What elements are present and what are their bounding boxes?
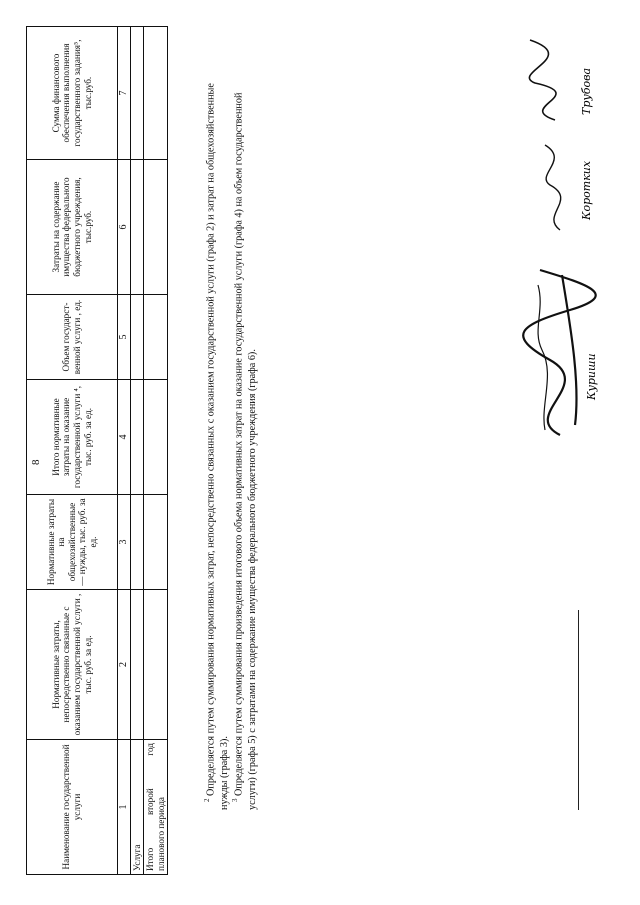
handwritten-signatures xyxy=(500,25,620,445)
column-number-row xyxy=(118,27,131,875)
table-cell xyxy=(130,590,144,740)
footnotes xyxy=(203,80,259,810)
footnote-separator-line xyxy=(578,610,579,810)
column-number: 6 xyxy=(118,160,131,295)
header-service-name: Наименование государственной услуги xyxy=(27,740,118,875)
signature-block xyxy=(500,25,620,445)
signature-name-1: Куриши xyxy=(585,353,598,400)
table-cell xyxy=(130,380,144,495)
table-row xyxy=(130,27,144,875)
row-service-label: Услуга xyxy=(130,740,144,875)
column-number: 2 xyxy=(118,590,131,740)
footnote-2: $^2$ Определяется путем суммирования нормативных затрат, непосредственно связанных с оказанием государственной услуги (графа 2) и затрат на общехозяйственные нужды (графа 3). xyxy=(203,83,230,810)
table-cell xyxy=(144,495,168,590)
financial-table xyxy=(26,26,168,875)
table-cell xyxy=(144,160,168,295)
column-number: 7 xyxy=(118,27,131,160)
column-number: 1 xyxy=(118,740,131,875)
signature-name-2: Коротких xyxy=(580,160,593,220)
header-financing-sum: Сумма финансового обеспечения выполнения государственного задания⁵, тыс.руб. xyxy=(27,27,118,160)
row-total-label xyxy=(144,740,168,875)
table-cell xyxy=(144,590,168,740)
header-overhead-costs: Нормативные затраты на общехозяйственные — нужды, тыс. руб. за ед. xyxy=(27,495,118,590)
table-cell xyxy=(130,495,144,590)
header-direct-costs: Нормативные затраты, непосредственно связанные с оказанием государственной услуги , тыс. руб. за ед. xyxy=(27,590,118,740)
table-cell xyxy=(144,380,168,495)
total-word: второй xyxy=(145,788,156,815)
table-cell xyxy=(130,27,144,160)
column-number: 5 xyxy=(118,295,131,380)
footnote-3: $^3$ Определяется путем суммирования произведения итогового объема нормативных затрат на оказание государственной услуги (графа 4) на объем государственной услуги) (графа 5) с затратами на содержание имущества федерального бюджетного учреждения (графа 6). xyxy=(230,92,258,810)
table-cell xyxy=(130,295,144,380)
header-property-costs: Затраты на содержание имущества федерального бюджетного учреждения, тыс.руб. xyxy=(27,160,118,295)
table-cell xyxy=(144,27,168,160)
column-number: 4 xyxy=(118,380,131,495)
table-row xyxy=(144,27,168,875)
total-word: Итого xyxy=(145,847,156,871)
header-total-costs: Итого нормативные затраты на оказание государственной услуги ⁴, тыс. руб. за ед. xyxy=(27,380,118,495)
page-number: 8 xyxy=(30,459,42,465)
table-cell xyxy=(130,160,144,295)
total-tail: планового периода xyxy=(155,797,166,871)
total-word: год xyxy=(145,743,156,756)
table-cell xyxy=(144,295,168,380)
column-number: 3 xyxy=(118,495,131,590)
signature-name-3: Трубова xyxy=(580,67,593,115)
table-header-row xyxy=(27,27,118,875)
header-service-volume: Объем государст-венной услуги , ед. xyxy=(27,295,118,380)
